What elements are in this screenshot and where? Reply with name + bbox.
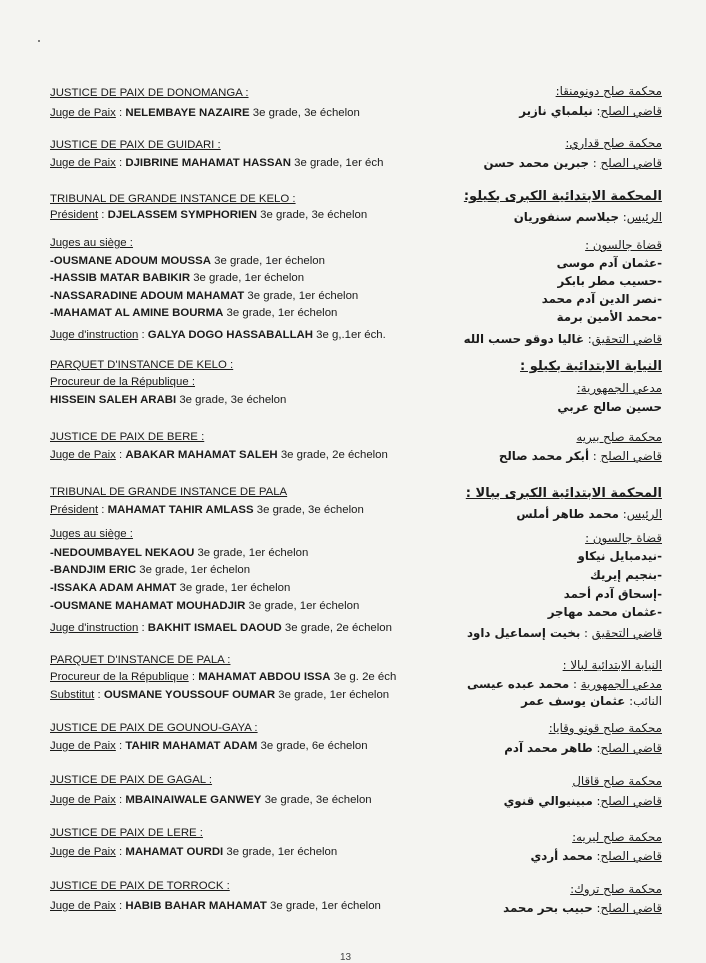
- role-label-ar: النائب: [633, 694, 662, 708]
- grade-echelon: 3e grade, 3e échelon: [257, 209, 368, 221]
- magistrate-name: -MAHAMAT AL AMINE BOURMA: [50, 307, 224, 319]
- grade-echelon: 3e grade, 1er échelon: [244, 290, 359, 302]
- magistrate-name: TAHIR MAHAMAT ADAM: [125, 740, 258, 752]
- section-heading-fr: JUSTICE DE PAIX DE GAGAL :: [50, 774, 213, 786]
- entry-line-fr: Juge d'instruction : BAKHIT ISMAEL DAOUD 3e grade, 2e échelon: [50, 622, 392, 634]
- section-heading-ar: محكمة صلح دونومنقا:: [555, 84, 662, 98]
- entry-line-ar: قاضي الصلح: حبيب بحر محمد: [503, 901, 662, 915]
- grade-echelon: 3e grade, 1er échelon: [210, 255, 325, 267]
- magistrate-name: BAKHIT ISMAEL DAOUD: [147, 622, 282, 634]
- member-line-fr: [50, 254, 325, 268]
- role-label: Juge de Paix: [50, 449, 116, 461]
- section-heading-fr: JUSTICE DE PAIX DE TORROCK :: [50, 880, 230, 892]
- entry-line-fr: [50, 393, 286, 407]
- grade-echelon: 3e grade, 3e échelon: [253, 504, 364, 516]
- magistrate-name: -NEDOUMBAYEL NEKAOU: [50, 547, 195, 559]
- member-line-fr: [50, 546, 308, 560]
- magistrate-name: -OUSMANE MAHAMAT MOUHADJIR: [50, 600, 246, 612]
- member-line-ar: -نصر الدين آدم محمد: [541, 292, 662, 306]
- role-label-ar: قاضي الصلح: [600, 901, 662, 915]
- magistrate-name: MAHAMAT OURDI: [125, 846, 224, 858]
- section-heading-fr: TRIBUNAL DE GRANDE INSTANCE DE KELO :: [50, 193, 296, 205]
- entry-line-ar: قاضي التحقيق : بخيت إسماعيل داود: [466, 626, 662, 640]
- magistrate-name-ar: مبينيوالي قنوي: [503, 794, 593, 808]
- entry-line-fr: Juge de Paix : DJIBRINE MAHAMAT HASSAN 3e grade, 1er éch: [50, 157, 384, 169]
- member-line-ar: -نيدمبايل نيكاو: [577, 549, 662, 563]
- magistrate-name: HISSEIN SALEH ARABI: [50, 394, 177, 406]
- role-label-ar: قاضي التحقيق: [591, 626, 662, 640]
- magistrate-name: -ISSAKA ADAM AHMAT: [50, 582, 177, 594]
- magistrate-name: -BANDJIM ERIC: [50, 564, 137, 576]
- magistrate-name-ar: طاهر محمد آدم: [504, 741, 593, 755]
- magistrate-name: HABIB BAHAR MAHAMAT: [125, 900, 267, 912]
- entry-line-ar: مدعي الجمهورية : محمد عبده عيسى: [467, 677, 662, 691]
- magistrate-name-ar: جيلاسم سنفوريان: [513, 210, 619, 224]
- magistrate-name-ar: عثمان يوسف عمر: [521, 694, 626, 708]
- magistrate-name: OUSMANE YOUSSOUF OUMAR: [103, 689, 276, 701]
- magistrate-name: DJELASSEM SYMPHORIEN: [107, 209, 257, 221]
- entry-line-ar: قاضي الصلح : جبرين محمد حسن: [483, 156, 662, 170]
- magistrate-name-ar: محمد طاهر أملس: [516, 507, 619, 521]
- magistrate-name: DJIBRINE MAHAMAT HASSAN: [125, 157, 291, 169]
- role-label: Juge de Paix: [50, 846, 116, 858]
- magistrate-name: GALYA DOGO HASSABALLAH: [147, 329, 313, 341]
- grade-echelon: 3e grade, 1er échelon: [245, 600, 360, 612]
- section-heading-fr: JUSTICE DE PAIX DE BERE :: [50, 431, 205, 443]
- member-line-fr: [50, 289, 358, 303]
- section-heading-fr: PARQUET D'INSTANCE DE PALA :: [50, 654, 231, 666]
- grade-echelon: 3e grade, 6e échelon: [257, 740, 368, 752]
- grade-echelon: 3e grade, 2e échelon: [277, 449, 388, 461]
- magistrate-name-ar: جبرين محمد حسن: [483, 156, 590, 170]
- entry-line-ar: قاضي الصلح: طاهر محمد آدم: [504, 741, 662, 755]
- role-label-ar: قاضي الصلح: [600, 156, 662, 170]
- role-label: Président: [50, 209, 99, 221]
- entry-line-fr: Juge d'instruction : GALYA DOGO HASSABALLAH 3e g,.1er éch.: [50, 329, 386, 341]
- entry-line-fr: Juge de Paix : HABIB BAHAR MAHAMAT 3e grade, 1er échelon: [50, 900, 381, 912]
- role-label: Juge de Paix: [50, 900, 116, 912]
- magistrate-name-ar: غاليا دوقو حسب الله: [463, 332, 585, 346]
- role-label-ar: الرئيس: [626, 210, 662, 224]
- member-line-ar: -محمد الأمين برمة: [556, 310, 662, 324]
- entry-line-fr: Juge de Paix : TAHIR MAHAMAT ADAM 3e grade, 6e échelon: [50, 740, 368, 752]
- role-label: Juge de Paix: [50, 107, 116, 119]
- magistrate-name: ABAKAR MAHAMAT SALEH: [125, 449, 278, 461]
- subsection-heading-fr: Juges au siège :: [50, 237, 133, 249]
- entry-line-ar: قاضي الصلح: مبينيوالي قنوي: [503, 794, 662, 808]
- role-label: Procureur de la République :: [50, 376, 196, 388]
- section-heading-fr: JUSTICE DE PAIX DE GOUNOU-GAYA :: [50, 722, 258, 734]
- role-label-ar: مدعي الجمهورية: [580, 677, 662, 691]
- magistrate-name-ar: حسين صالح عربي: [557, 400, 662, 414]
- magistrate-name-ar: أبكر محمد صالح: [498, 449, 590, 463]
- grade-echelon: 3e grade, 1er éch: [290, 157, 384, 169]
- entry-line-ar: قاضي الصلح: محمد أردي: [530, 849, 662, 863]
- member-line-fr: [50, 271, 304, 285]
- section-heading-fr: JUSTICE DE PAIX DE LERE :: [50, 827, 203, 839]
- entry-line-fr: Juge de Paix : ABAKAR MAHAMAT SALEH 3e grade, 2e échelon: [50, 449, 388, 461]
- section-heading-ar: محكمة صلح ليريه:: [572, 830, 662, 844]
- magistrate-name-ar: بخيت إسماعيل داود: [466, 626, 581, 640]
- subsection-heading-ar: قضاة جالسون :: [585, 238, 662, 252]
- magistrate-name-ar: محمد عبده عيسى: [467, 677, 570, 691]
- entry-line-fr: Procureur de la République : MAHAMAT ABDOU ISSA 3e g. 2e éch: [50, 671, 397, 683]
- grade-echelon: 3e grade, 1er échelon: [223, 846, 338, 858]
- entry-line-ar: الرئيس: محمد طاهر أملس: [516, 507, 662, 521]
- grade-echelon: 3e grade, 2e échelon: [281, 622, 392, 634]
- role-label-ar: الرئيس: [626, 507, 662, 521]
- section-heading-ar: محكمة صلح تروك:: [570, 882, 662, 896]
- magistrate-name: MAHAMAT ABDOU ISSA: [198, 671, 331, 683]
- role-label-ar: قاضي الصلح: [600, 449, 662, 463]
- role-label: Procureur de la République: [50, 671, 189, 683]
- magistrate-name: MBAINAIWALE GANWEY: [125, 794, 262, 806]
- subsection-heading-fr: Juges au siège :: [50, 528, 133, 540]
- section-heading-ar: المحكمة الابتدائية الكبرى بكيلو:: [463, 189, 662, 204]
- grade-echelon: 3e grade, 1er échelon: [223, 307, 338, 319]
- magistrate-name: MAHAMAT TAHIR AMLASS: [107, 504, 254, 516]
- grade-echelon: 3e grade, 1er échelon: [275, 689, 390, 701]
- role-label-ar: قاضي التحقيق: [591, 332, 662, 346]
- role-label: Juge de Paix: [50, 740, 116, 752]
- entry-line-fr: Président : MAHAMAT TAHIR AMLASS 3e grade, 3e échelon: [50, 504, 364, 516]
- grade-echelon: 3e grade, 1er échelon: [136, 564, 251, 576]
- member-line-ar: -بنجيم إيريك: [589, 568, 662, 582]
- entry-line-ar: الرئيس: جيلاسم سنفوريان: [513, 210, 662, 224]
- grade-echelon: 3e g. 2e éch: [330, 671, 397, 683]
- subsection-heading-ar: قضاة جالسون :: [585, 531, 662, 545]
- role-label-ar: قاضي الصلح: [600, 741, 662, 755]
- magistrate-name: -HASSIB MATAR BABIKIR: [50, 272, 191, 284]
- role-label-ar: قاضي الصلح: [600, 104, 662, 118]
- section-heading-ar: محكمة صلح قونو وقايا:: [548, 721, 662, 735]
- member-line-ar: -عثمان محمد مهاجر: [547, 605, 662, 619]
- entry-line-ar: قاضي التحقيق: غاليا دوقو حسب الله: [463, 332, 662, 346]
- member-line-fr: [50, 599, 359, 613]
- role-label: Juge de Paix: [50, 794, 116, 806]
- entry-line-fr: Juge de Paix : MAHAMAT OURDI 3e grade, 1er échelon: [50, 846, 338, 858]
- entry-line-ar: قاضي الصلح: نيلمباي نازير: [519, 104, 662, 118]
- magistrate-name: -OUSMANE ADOUM MOUSSA: [50, 255, 211, 267]
- entry-line-fr: Substitut : OUSMANE YOUSSOUF OUMAR 3e grade, 1er échelon: [50, 689, 390, 701]
- grade-echelon: 3e grade, 1er échelon: [190, 272, 305, 284]
- entry-line-fr: Président : DJELASSEM SYMPHORIEN 3e grade, 3e échelon: [50, 209, 368, 221]
- role-label-ar: قاضي الصلح: [600, 794, 662, 808]
- member-line-fr: [50, 306, 337, 320]
- page-number: 13: [340, 952, 352, 963]
- role-label: Juge d'instruction: [50, 329, 139, 341]
- entry-line-ar: قاضي الصلح : أبكر محمد صالح: [498, 449, 662, 463]
- member-line-ar: -حسيب مطر بابكر: [557, 274, 662, 288]
- section-heading-fr: JUSTICE DE PAIX DE GUIDARI :: [50, 139, 221, 151]
- magistrate-name: -NASSARADINE ADOUM MAHAMAT: [50, 290, 245, 302]
- entry-line-fr: Juge de Paix : NELEMBAYE NAZAIRE 3e grade, 3e échelon: [50, 107, 360, 119]
- section-heading-ar: محكمة صلح بيريه: [576, 430, 662, 444]
- grade-echelon: 3e grade, 1er échelon: [266, 900, 381, 912]
- section-heading-ar: المحكمة الابتدائية الكبرى ببالا :: [465, 486, 662, 501]
- grade-echelon: 3e grade, 3e échelon: [176, 394, 287, 406]
- section-heading-ar: النيابة الابتدائية بكيلو :: [520, 359, 662, 374]
- section-heading-ar: محكمة صلح قداري:: [565, 136, 662, 150]
- role-label: Juge de Paix: [50, 157, 116, 169]
- role-label-ar: مدعي الجمهورية:: [576, 381, 662, 395]
- section-heading-ar: محكمة صلح قاقال: [572, 774, 662, 788]
- member-line-fr: [50, 563, 250, 577]
- grade-echelon: 3e grade, 3e échelon: [261, 794, 372, 806]
- magistrate-name-ar: محمد أردي: [530, 849, 593, 863]
- member-line-ar: -عثمان آدم موسى: [556, 256, 662, 270]
- role-label-ar: قاضي الصلح: [600, 849, 662, 863]
- section-heading-fr: JUSTICE DE PAIX DE DONOMANGA :: [50, 87, 249, 99]
- section-heading-ar: النيابة الابتدائية لبالا :: [562, 658, 662, 672]
- scan-speck: [38, 40, 40, 42]
- grade-echelon: 3e grade, 3e échelon: [249, 107, 360, 119]
- role-label: Substitut: [50, 689, 95, 701]
- entry-line-ar: النائب: عثمان يوسف عمر: [521, 694, 662, 708]
- grade-echelon: 3e g,.1er éch.: [312, 329, 386, 341]
- role-label: Président: [50, 504, 99, 516]
- role-label: Juge d'instruction: [50, 622, 139, 634]
- member-line-fr: [50, 581, 290, 595]
- grade-echelon: 3e grade, 1er échelon: [194, 547, 309, 559]
- grade-echelon: 3e grade, 1er échelon: [176, 582, 291, 594]
- section-heading-fr: TRIBUNAL DE GRANDE INSTANCE DE PALA: [50, 486, 288, 498]
- member-line-ar: -إسحاق آدم أحمد: [563, 587, 662, 601]
- magistrate-name: NELEMBAYE NAZAIRE: [125, 107, 250, 119]
- entry-line-fr: Juge de Paix : MBAINAIWALE GANWEY 3e grade, 3e échelon: [50, 794, 372, 806]
- section-heading-fr: PARQUET D'INSTANCE DE KELO :: [50, 359, 234, 371]
- magistrate-name-ar: حبيب بحر محمد: [503, 901, 593, 915]
- magistrate-name-ar: نيلمباي نازير: [519, 104, 593, 118]
